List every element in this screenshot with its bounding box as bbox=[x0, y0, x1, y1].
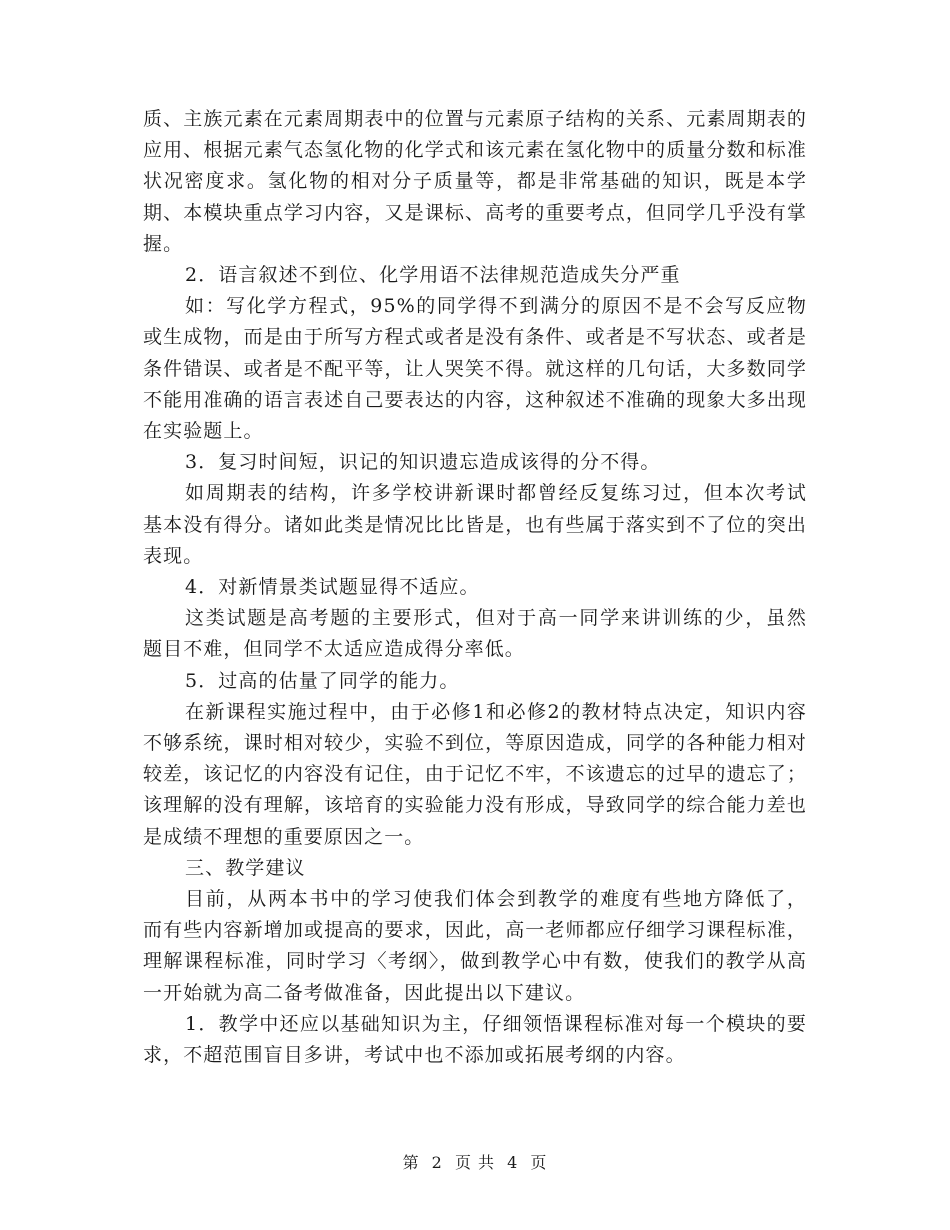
paragraph-8: 5．过高的估量了同学的能力。 bbox=[185, 669, 460, 692]
page-mid: 页 共 bbox=[454, 1153, 496, 1172]
paragraph-10: 三、教学建议 bbox=[185, 856, 306, 879]
page-suffix: 页 bbox=[530, 1153, 548, 1172]
paragraph-7: 这类试题是高考题的主要形式，但对于高一同学来讲训练的少，虽然题目不难，但同学不太适应造成得分率低。 bbox=[143, 607, 807, 661]
page-prefix: 第 bbox=[402, 1153, 420, 1172]
page-footer bbox=[0, 1150, 950, 1173]
paragraph-4: 3．复习时间短，识记的知识遗忘造成该得的分不得。 bbox=[185, 451, 661, 474]
document-body bbox=[143, 104, 807, 1071]
paragraph-3: 如：写化学方程式，95%的同学得不到满分的原因不是不会写反应物或生成物，而是由于所写方程式或者是没有条件、或者是不写状态、或者是条件错误、或者是不配平等，让人哭笑不得。就这样的几句话，大多数同学不能用准确的语言表述自己要表达的内容，这种叙述不准确的现象大多出现在实验题上。 bbox=[143, 295, 807, 443]
paragraph-6: 4．对新情景类试题显得不适应。 bbox=[185, 576, 480, 599]
page-current: 2 bbox=[431, 1153, 443, 1172]
paragraph-5: 如周期表的结构，许多学校讲新课时都曾经反复练习过，但本次考试基本没有得分。诸如此类是情况比比皆是，也有些属于落实到不了位的突出表现。 bbox=[143, 482, 807, 567]
paragraph-9: 在新课程实施过程中，由于必修1和必修2的教材特点决定，知识内容不够系统，课时相对较少，实验不到位，等原因造成，同学的各种能力相对较差，该记忆的内容没有记住，由于记忆不牢，不该遗忘的过早的遗忘了；该理解的没有理解，该培育的实验能力没有形成，导致同学的综合能力差也是成绩不理想的重要原因之一。 bbox=[143, 700, 807, 848]
paragraph-11: 目前，从两本书中的学习使我们体会到教学的难度有些地方降低了，而有些内容新增加或提高的要求，因此，高一老师都应仔细学习课程标准，理解课程标准，同时学习〈考纲〉，做到教学心中有数，使我们的教学从高一开始就为高二备考做准备，因此提出以下建议。 bbox=[143, 888, 807, 1004]
paragraph-2: 2．语言叙述不到位、化学用语不法律规范造成失分严重 bbox=[185, 264, 681, 287]
paragraph-1: 质、主族元素在元素周期表中的位置与元素原子结构的关系、元素周期表的应用、根据元素气态氢化物的化学式和该元素在氢化物中的质量分数和标准状况密度求。氢化物的相对分子质量等，都是非常基础的知识，既是本学期、本模块重点学习内容，又是课标、高考的重要考点，但同学几乎没有掌握。 bbox=[143, 108, 807, 255]
paragraph-12: 1．教学中还应以基础知识为主，仔细领悟课程标准对每一个模块的要求，不超范围盲目多讲，考试中也不添加或拓展考纲的内容。 bbox=[143, 1012, 807, 1067]
page-total: 4 bbox=[507, 1153, 519, 1172]
